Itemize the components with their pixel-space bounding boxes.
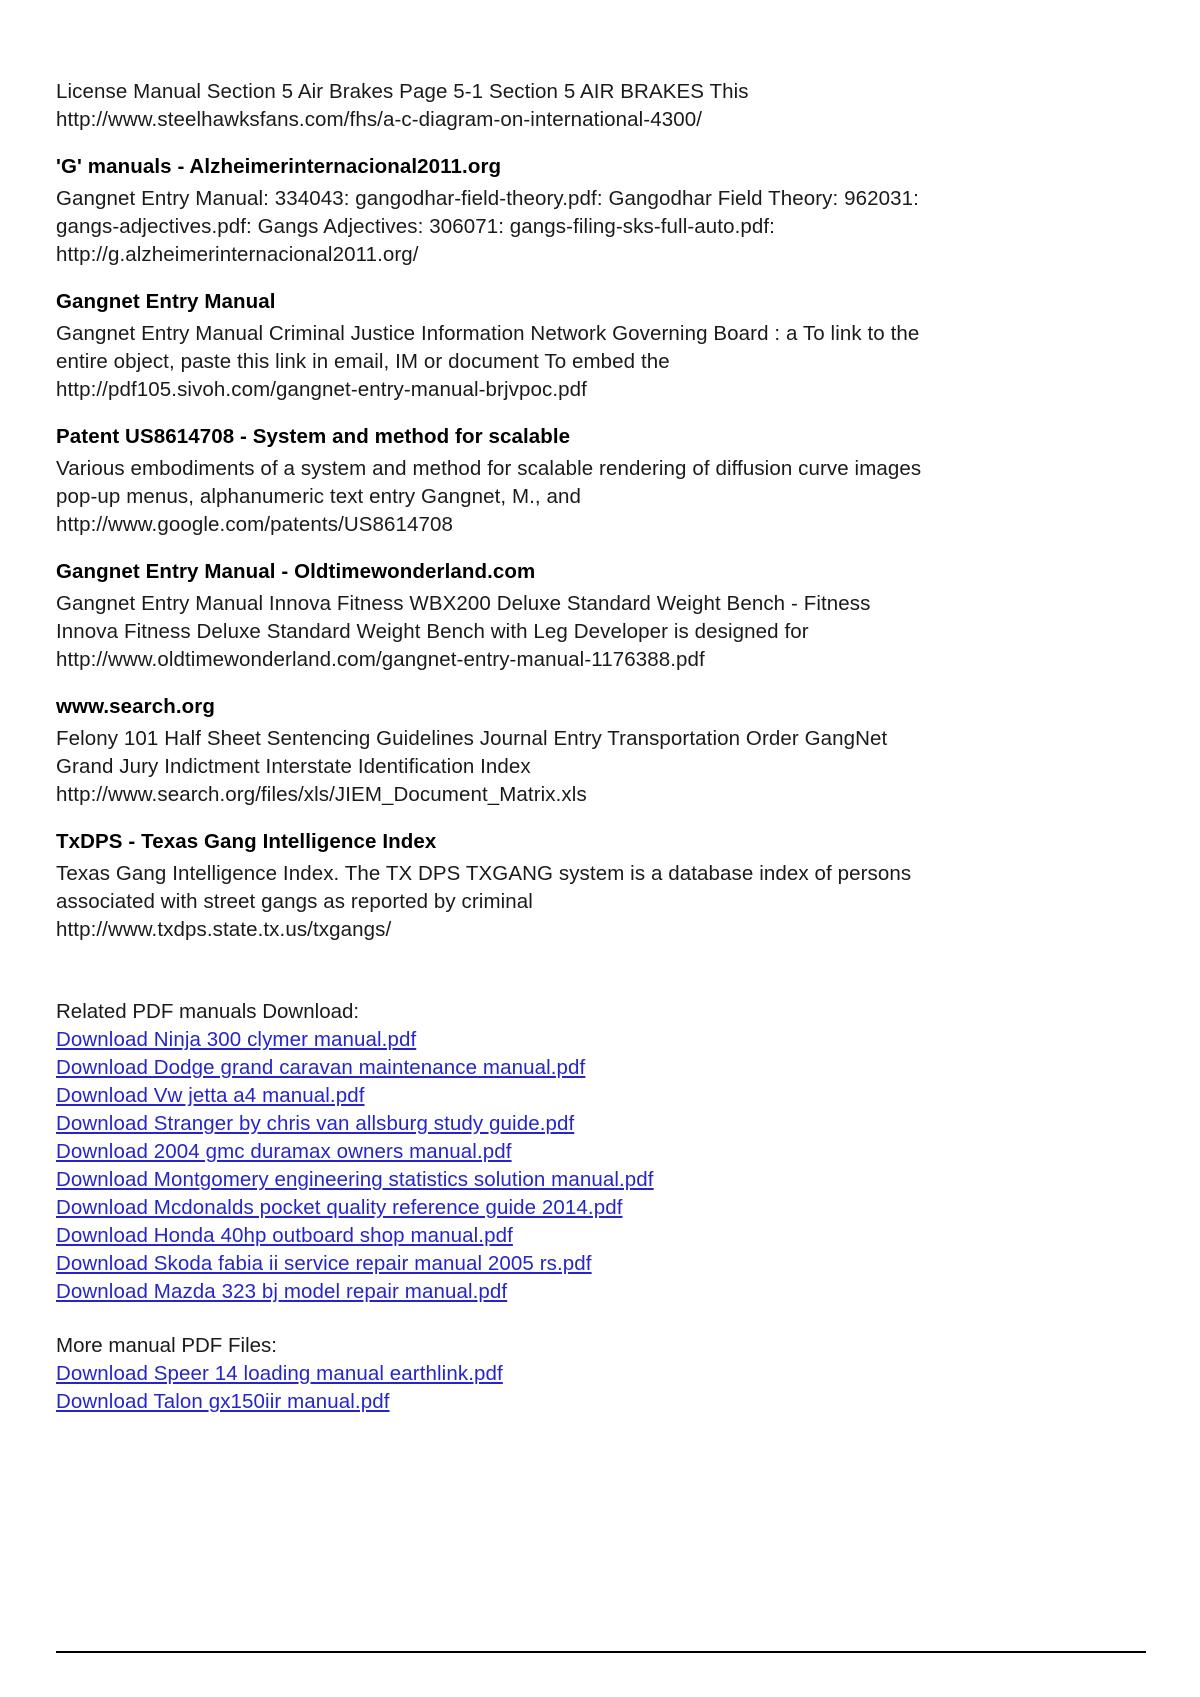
- result-url: http://g.alzheimerinternacional2011.org/: [56, 243, 419, 266]
- download-link[interactable]: Download Honda 40hp outboard shop manual.pdf: [56, 1224, 513, 1247]
- result-description: [56, 860, 1006, 916]
- result-description: [56, 455, 1006, 511]
- document-content: [56, 78, 1006, 1416]
- download-link[interactable]: Download Ninja 300 clymer manual.pdf: [56, 1028, 417, 1051]
- result-heading: Gangnet Entry Manual: [56, 290, 276, 313]
- result-heading: 'G' manuals - Alzheimerinternacional2011.org: [56, 155, 502, 178]
- result-description-line-2: gangs-adjectives.pdf: Gangs Adjectives: 306071: gangs-filing-sks-full-auto.pdf:: [56, 215, 775, 238]
- download-link[interactable]: Download 2004 gmc duramax owners manual.pdf: [56, 1140, 512, 1163]
- more-downloads-label: More manual PDF Files:: [56, 1334, 278, 1357]
- result-description: [56, 590, 1006, 646]
- download-link[interactable]: Download Montgomery engineering statistics solution manual.pdf: [56, 1168, 654, 1191]
- result-url: http://www.txdps.state.tx.us/txgangs/: [56, 918, 392, 941]
- result-section-1: [56, 288, 1006, 404]
- result-description-line-1: Gangnet Entry Manual: 334043: gangodhar-field-theory.pdf: Gangodhar Field Theory: 962031:: [56, 187, 919, 210]
- download-link[interactable]: Download Vw jetta a4 manual.pdf: [56, 1084, 365, 1107]
- result-description-line-2: entire object, paste this link in email, IM or document To embed the: [56, 350, 670, 373]
- result-heading: Gangnet Entry Manual - Oldtimewonderland.com: [56, 560, 536, 583]
- result-description: [56, 185, 1006, 241]
- intro-text-line: License Manual Section 5 Air Brakes Page 5-1 Section 5 AIR BRAKES This: [56, 80, 749, 103]
- download-link[interactable]: Download Mazda 323 bj model repair manual.pdf: [56, 1280, 508, 1303]
- result-description-line-1: Felony 101 Half Sheet Sentencing Guidelines Journal Entry Transportation Order GangNet: [56, 727, 888, 750]
- result-heading: TxDPS - Texas Gang Intelligence Index: [56, 830, 437, 853]
- download-link[interactable]: Download Speer 14 loading manual earthlink.pdf: [56, 1362, 503, 1385]
- intro-block: [56, 78, 1006, 134]
- result-description-line-1: Gangnet Entry Manual Innova Fitness WBX200 Deluxe Standard Weight Bench - Fitness: [56, 592, 871, 615]
- download-link[interactable]: Download Stranger by chris van allsburg study guide.pdf: [56, 1112, 575, 1135]
- result-description-line-1: Various embodiments of a system and method for scalable rendering of diffusion curve images: [56, 457, 922, 480]
- result-section-3: [56, 558, 1006, 674]
- result-url: http://pdf105.sivoh.com/gangnet-entry-manual-brjvpoc.pdf: [56, 378, 587, 401]
- download-link[interactable]: Download Dodge grand caravan maintenance manual.pdf: [56, 1056, 586, 1079]
- download-link[interactable]: Download Talon gx150iir manual.pdf: [56, 1390, 390, 1413]
- result-url: http://www.oldtimewonderland.com/gangnet-entry-manual-1176388.pdf: [56, 648, 705, 671]
- download-link[interactable]: Download Skoda fabia ii service repair manual 2005 rs.pdf: [56, 1252, 592, 1275]
- result-section-4: [56, 693, 1006, 809]
- result-description-line-1: Texas Gang Intelligence Index. The TX DPS TXGANG system is a database index of persons: [56, 862, 912, 885]
- result-url: http://www.search.org/files/xls/JIEM_Document_Matrix.xls: [56, 783, 587, 806]
- result-section-2: [56, 423, 1006, 539]
- result-description-line-2: Grand Jury Indictment Interstate Identification Index: [56, 755, 531, 778]
- result-url: http://www.google.com/patents/US8614708: [56, 513, 454, 536]
- intro-url: http://www.steelhawksfans.com/fhs/a-c-diagram-on-international-4300/: [56, 108, 703, 131]
- result-description-line-1: Gangnet Entry Manual Criminal Justice Information Network Governing Board : a To link to the: [56, 322, 920, 345]
- result-section-0: [56, 153, 1006, 269]
- footer-divider: [56, 1651, 1146, 1653]
- result-description: [56, 320, 1006, 376]
- download-link[interactable]: Download Mcdonalds pocket quality reference guide 2014.pdf: [56, 1196, 623, 1219]
- result-description-line-2: Innova Fitness Deluxe Standard Weight Bench with Leg Developer is designed for: [56, 620, 809, 643]
- result-heading: Patent US8614708 - System and method for scalable: [56, 425, 571, 448]
- related-downloads-section: [56, 998, 1006, 1306]
- result-description-line-2: associated with street gangs as reported by criminal: [56, 890, 533, 913]
- more-downloads-section: [56, 1332, 1006, 1416]
- related-downloads-label: Related PDF manuals Download:: [56, 1000, 360, 1023]
- result-heading: www.search.org: [56, 695, 215, 718]
- result-description: [56, 725, 1006, 781]
- result-description-line-2: pop-up menus, alphanumeric text entry Gangnet, M., and: [56, 485, 582, 508]
- result-section-5: [56, 828, 1006, 944]
